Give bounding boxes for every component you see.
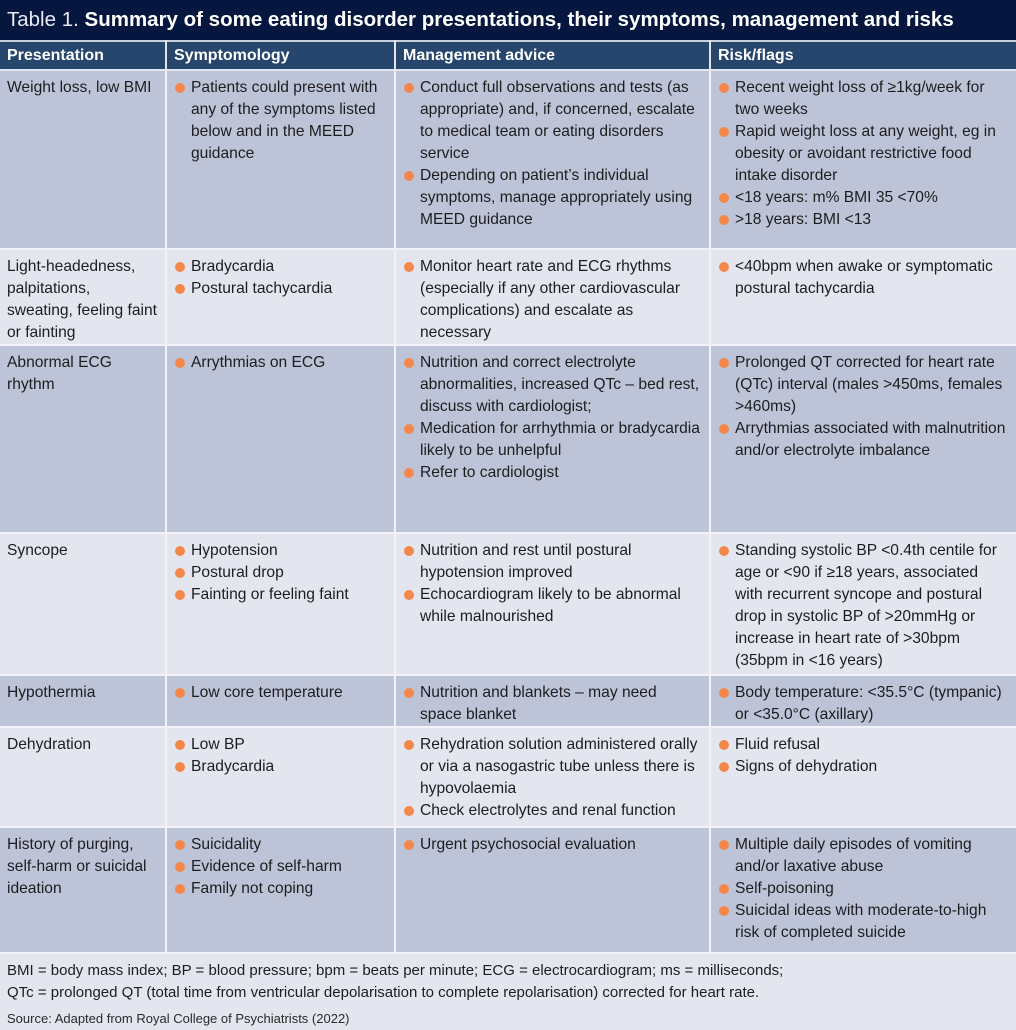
list-item-text: Body temperature: <35.5°C (tympanic) or <35.0°C (axillary): [735, 684, 1002, 723]
list-item: [174, 856, 387, 878]
bullet-list: [403, 540, 702, 628]
list-item-text: Multiple daily episodes of vomiting and/or laxative abuse: [735, 836, 972, 875]
bullet-dot-icon: [404, 740, 414, 750]
bullet-dot-icon: [404, 262, 414, 272]
bullet-dot-icon: [404, 806, 414, 816]
bullet-list: [174, 77, 387, 165]
cell-management: [395, 70, 710, 249]
list-item: [403, 800, 702, 822]
cell-symptomology: [166, 727, 395, 827]
list-item: [174, 278, 387, 300]
list-item: [718, 900, 1009, 944]
cell-presentation: Dehydration: [0, 727, 166, 827]
list-item: [403, 352, 702, 418]
list-item-text: Echocardiogram likely to be abnormal while malnourished: [420, 586, 681, 625]
table-row: [0, 533, 1016, 675]
list-item-text: Check electrolytes and renal function: [420, 802, 676, 819]
bullet-list: [174, 682, 387, 704]
bullet-dot-icon: [404, 468, 414, 478]
cell-presentation: Abnormal ECG rhythm: [0, 345, 166, 533]
table-row: [0, 345, 1016, 533]
footnote-abbreviations-1: BMI = body mass index; BP = blood pressure; bpm = beats per minute; ECG = electrocardiogram; ms = milliseconds;: [7, 962, 784, 979]
list-item: [718, 878, 1009, 900]
bullet-list: [403, 834, 702, 856]
bullet-dot-icon: [175, 262, 185, 272]
list-item: [403, 418, 702, 462]
bullet-list: [718, 256, 1009, 300]
list-item: [718, 187, 1009, 209]
header-management: Management advice: [395, 41, 710, 70]
bullet-dot-icon: [719, 762, 729, 772]
bullet-dot-icon: [719, 127, 729, 137]
cell-risks: [710, 249, 1016, 345]
bullet-list: [174, 834, 387, 900]
header-symptomology: Symptomology: [166, 41, 395, 70]
bullet-dot-icon: [175, 688, 185, 698]
list-item-text: Fluid refusal: [735, 736, 820, 753]
list-item-text: Hypotension: [191, 542, 278, 559]
list-item-text: Depending on patient’s individual symptoms, manage appropriately using MEED guidance: [420, 167, 693, 228]
list-item: [174, 878, 387, 900]
list-item-text: Prolonged QT corrected for heart rate (QTc) interval (males >450ms, females >460ms): [735, 354, 1003, 415]
source-note: Source: Adapted from Royal College of Psychiatrists (2022): [7, 1011, 350, 1026]
table-row: [0, 827, 1016, 953]
bullet-dot-icon: [404, 83, 414, 93]
cell-presentation: Syncope: [0, 533, 166, 675]
list-item-text: Rapid weight loss at any weight, eg in obesity or avoidant restrictive food intake disorder: [735, 123, 996, 184]
cell-symptomology: [166, 345, 395, 533]
table-row: [0, 727, 1016, 827]
cell-presentation: Weight loss, low BMI: [0, 70, 166, 249]
list-item-text: Nutrition and correct electrolyte abnormalities, increased QTc – bed rest, discuss with cardiologist;: [420, 354, 700, 415]
cell-symptomology: [166, 249, 395, 345]
table-row: [0, 249, 1016, 345]
list-item: [403, 584, 702, 628]
list-item: [718, 352, 1009, 418]
bullet-dot-icon: [719, 83, 729, 93]
bullet-dot-icon: [719, 546, 729, 556]
list-item-text: Bradycardia: [191, 758, 275, 775]
table-caption: Summary of some eating disorder presentations, their symptoms, management and risks: [84, 8, 954, 31]
bullet-list: [174, 734, 387, 778]
cell-symptomology: [166, 675, 395, 727]
header-presentation: Presentation: [0, 41, 166, 70]
list-item-text: Self-poisoning: [735, 880, 834, 897]
bullet-dot-icon: [175, 840, 185, 850]
bullet-dot-icon: [404, 590, 414, 600]
bullet-list: [403, 256, 702, 344]
bullet-list: [174, 540, 387, 606]
list-item: [174, 77, 387, 165]
bullet-dot-icon: [719, 840, 729, 850]
list-item: [403, 834, 702, 856]
list-item: [718, 256, 1009, 300]
cell-presentation: Hypothermia: [0, 675, 166, 727]
list-item-text: Suicidality: [191, 836, 262, 853]
bullet-dot-icon: [175, 83, 185, 93]
bullet-dot-icon: [719, 906, 729, 916]
list-item-text: >18 years: BMI <13: [735, 211, 872, 228]
list-item-text: Arrythmias associated with malnutrition and/or electrolyte imbalance: [735, 420, 1006, 459]
list-item: [174, 562, 387, 584]
cell-management: [395, 675, 710, 727]
list-item: [718, 121, 1009, 187]
cell-symptomology: [166, 827, 395, 953]
bullet-list: [403, 352, 702, 484]
bullet-dot-icon: [719, 688, 729, 698]
list-item: [718, 834, 1009, 878]
bullet-list: [174, 352, 387, 374]
bullet-dot-icon: [404, 171, 414, 181]
cell-risks: [710, 533, 1016, 675]
cell-risks: [710, 345, 1016, 533]
list-item-text: Nutrition and blankets – may need space blanket: [420, 684, 657, 723]
bullet-list: [174, 256, 387, 300]
list-item-text: Low BP: [191, 736, 245, 753]
bullet-list: [403, 77, 702, 231]
list-item: [718, 209, 1009, 231]
list-item-text: Standing systolic BP <0.4th centile for age or <90 if ≥18 years, associated with recurrent syncope and postural drop in systolic BP of >20mmHg or increase in heart rate of >30bpm (35bpm in <16 years): [735, 542, 997, 669]
bullet-dot-icon: [719, 193, 729, 203]
list-item-text: Postural drop: [191, 564, 284, 581]
list-item: [174, 540, 387, 562]
bullet-list: [718, 540, 1009, 672]
cell-management: [395, 533, 710, 675]
list-item-text: Conduct full observations and tests (as appropriate) and, if concerned, escalate to medical team or eating disorders service: [420, 79, 695, 162]
cell-risks: [710, 70, 1016, 249]
bullet-dot-icon: [175, 762, 185, 772]
bullet-list: [718, 734, 1009, 778]
list-item: [403, 734, 702, 800]
table-row: [0, 675, 1016, 727]
bullet-dot-icon: [175, 590, 185, 600]
bullet-dot-icon: [404, 688, 414, 698]
cell-management: [395, 827, 710, 953]
list-item: [718, 540, 1009, 672]
list-item: [718, 418, 1009, 462]
list-item-text: Signs of dehydration: [735, 758, 878, 775]
bullet-list: [718, 77, 1009, 231]
list-item: [174, 834, 387, 856]
bullet-dot-icon: [175, 884, 185, 894]
list-item-text: Recent weight loss of ≥1kg/week for two weeks: [735, 79, 985, 118]
bullet-dot-icon: [175, 358, 185, 368]
bullet-list: [403, 734, 702, 822]
cell-management: [395, 249, 710, 345]
list-item: [403, 540, 702, 584]
list-item: [403, 682, 702, 726]
list-item-text: Suicidal ideas with moderate-to-high risk of completed suicide: [735, 902, 987, 941]
cell-presentation: History of purging, self-harm or suicidal ideation: [0, 827, 166, 953]
list-item-text: Low core temperature: [191, 684, 343, 701]
list-item-text: Nutrition and rest until postural hypotension improved: [420, 542, 632, 581]
list-item-text: Refer to cardiologist: [420, 464, 559, 481]
cell-management: [395, 345, 710, 533]
footnote: [0, 954, 1016, 1030]
list-item: [174, 352, 387, 374]
list-item: [174, 734, 387, 756]
list-item-text: Arrythmias on ECG: [191, 354, 326, 371]
list-item: [718, 77, 1009, 121]
list-item: [403, 77, 702, 165]
cell-symptomology: [166, 533, 395, 675]
bullet-dot-icon: [719, 740, 729, 750]
bullet-dot-icon: [719, 884, 729, 894]
header-risks: Risk/flags: [710, 41, 1016, 70]
table-body: [0, 70, 1016, 953]
list-item: [174, 756, 387, 778]
list-item-text: Medication for arrhythmia or bradycardia likely to be unhelpful: [420, 420, 700, 459]
list-item-text: <18 years: m% BMI 35 <70%: [735, 189, 938, 206]
list-item: [718, 756, 1009, 778]
bullet-list: [718, 352, 1009, 462]
bullet-dot-icon: [404, 424, 414, 434]
bullet-dot-icon: [175, 284, 185, 294]
list-item: [718, 682, 1009, 726]
bullet-dot-icon: [404, 358, 414, 368]
cell-risks: [710, 827, 1016, 953]
list-item-text: <40bpm when awake or symptomatic postural tachycardia: [735, 258, 993, 297]
list-item-text: Patients could present with any of the symptoms listed below and in the MEED guidance: [191, 79, 378, 162]
header-row: [0, 41, 1016, 70]
list-item-text: Evidence of self-harm: [191, 858, 342, 875]
list-item: [403, 462, 702, 484]
list-item-text: Postural tachycardia: [191, 280, 333, 297]
bullet-dot-icon: [719, 424, 729, 434]
table-number: Table 1.: [7, 8, 79, 31]
eating-disorder-table: [0, 40, 1016, 954]
bullet-dot-icon: [404, 840, 414, 850]
list-item-text: Family not coping: [191, 880, 314, 897]
bullet-list: [718, 834, 1009, 944]
list-item: [403, 165, 702, 231]
bullet-dot-icon: [175, 740, 185, 750]
bullet-dot-icon: [719, 358, 729, 368]
list-item-text: Fainting or feeling faint: [191, 586, 349, 603]
bullet-list: [403, 682, 702, 726]
cell-management: [395, 727, 710, 827]
list-item: [174, 584, 387, 606]
cell-risks: [710, 727, 1016, 827]
footnote-abbreviations-2: QTc = prolonged QT (total time from ventricular depolarisation to complete repolarisation) corrected for heart rate.: [7, 984, 760, 1001]
list-item-text: Urgent psychosocial evaluation: [420, 836, 636, 853]
bullet-list: [718, 682, 1009, 726]
list-item-text: Monitor heart rate and ECG rhythms (especially if any other cardiovascular complications) and escalate as necessary: [420, 258, 681, 341]
cell-symptomology: [166, 70, 395, 249]
bullet-dot-icon: [175, 862, 185, 872]
bullet-dot-icon: [404, 546, 414, 556]
bullet-dot-icon: [175, 568, 185, 578]
bullet-dot-icon: [719, 262, 729, 272]
cell-presentation: Light-headedness, palpitations, sweating, feeling faint or fainting: [0, 249, 166, 345]
table-row: [0, 70, 1016, 249]
list-item: [174, 256, 387, 278]
bullet-dot-icon: [175, 546, 185, 556]
table-title: [0, 0, 1016, 40]
list-item-text: Bradycardia: [191, 258, 275, 275]
list-item-text: Rehydration solution administered orally or via a nasogastric tube unless there is hypovolaemia: [420, 736, 698, 797]
list-item: [403, 256, 702, 344]
list-item: [718, 734, 1009, 756]
list-item: [174, 682, 387, 704]
cell-risks: [710, 675, 1016, 727]
bullet-dot-icon: [719, 215, 729, 225]
